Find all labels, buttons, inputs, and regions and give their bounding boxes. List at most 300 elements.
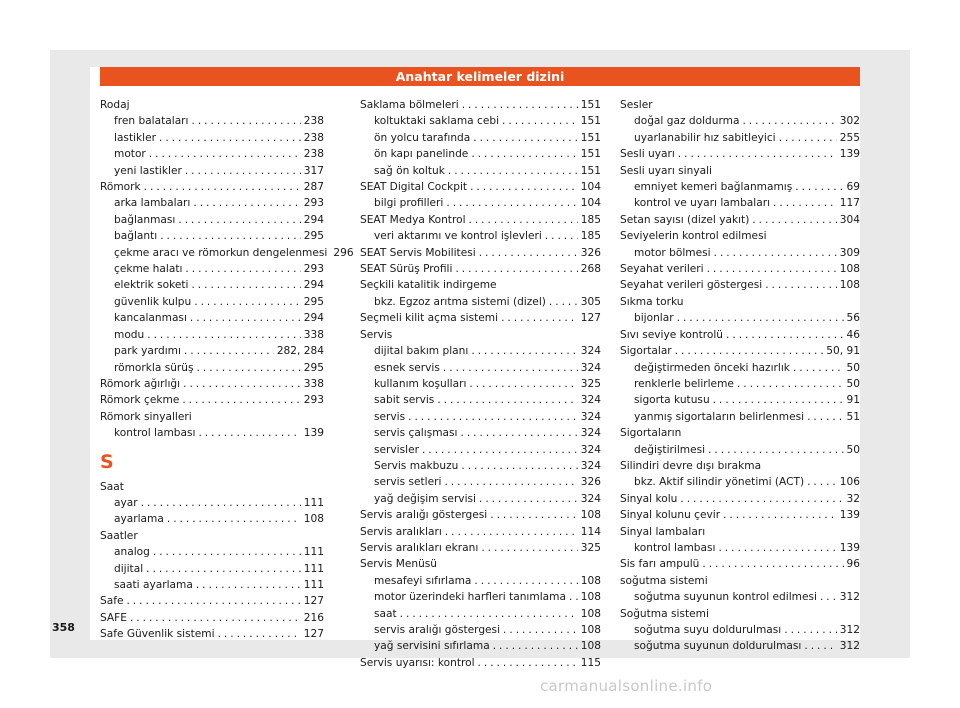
index-entry-text: SEAT Sürüş Profili [360, 263, 453, 276]
leader-dots [461, 425, 578, 441]
leader-dots [471, 146, 577, 162]
index-entry-text: saati ayarlama [114, 578, 193, 591]
index-page-ref: 238 [303, 115, 324, 128]
leader-dots [820, 589, 837, 605]
index-page-ref: 295 [303, 361, 324, 374]
index-entry-text: sağ ön koltuk [374, 164, 445, 177]
index-page-ref: 108 [839, 279, 860, 292]
leader-dots [478, 655, 578, 671]
index-entry [620, 327, 860, 343]
index-subentry [100, 113, 324, 129]
index-subentry [100, 146, 324, 162]
index-entry-text: SEAT Digital Cockpit [360, 181, 468, 194]
index-subentry [360, 113, 601, 129]
index-subentry [620, 392, 860, 408]
index-entry-text: fren balataları [114, 115, 189, 128]
index-subentry [360, 294, 601, 310]
index-subentry [360, 474, 601, 490]
index-page-ref: 111 [303, 496, 324, 509]
index-page-ref: 32 [846, 492, 860, 505]
index-entry-text: Sıvı seviye kontrolü [620, 328, 724, 341]
index-entry-text: soğutma sistemi [620, 574, 708, 587]
index-page-ref: 305 [580, 295, 601, 308]
index-entry [360, 310, 601, 326]
index-page-ref: 111 [303, 546, 324, 559]
leader-dots [437, 392, 577, 408]
index-entry-text: modu [114, 328, 145, 341]
index-page-ref: 185 [580, 230, 601, 243]
index-entry-text: Römork [100, 181, 141, 194]
index-subentry [100, 327, 324, 343]
index-page-ref: 325 [580, 541, 601, 554]
leader-dots [194, 294, 301, 310]
index-entry [620, 212, 860, 228]
index-entry-text: Seçmeli kilit açma sistemi [360, 312, 499, 325]
index-entry-text: yeni lastikler [114, 164, 182, 177]
index-entry-text: kontrol lambası [114, 427, 196, 440]
leader-dots [185, 163, 301, 179]
index-entry-text: Servis aralığı göstergesi [360, 509, 488, 522]
index-page-ref: 151 [580, 148, 601, 161]
leader-dots [461, 458, 577, 474]
index-subentry [360, 195, 601, 211]
index-subentry [100, 310, 324, 326]
index-page-ref: 50 [846, 443, 860, 456]
index-entry [620, 556, 860, 572]
index-subentry [360, 130, 601, 146]
index-entry-text: Servis uyarısı: kontrol [360, 656, 475, 669]
index-entry-text: dijital bakım planı [374, 345, 469, 358]
index-entry [360, 524, 601, 540]
index-entry [100, 392, 324, 408]
index-entry-text: dijital [114, 562, 144, 575]
index-page-ref: 238 [303, 148, 324, 161]
leader-dots [408, 409, 578, 425]
leader-dots [807, 409, 843, 425]
index-page-ref: 326 [580, 246, 601, 259]
index-entry-text: değiştirmeden önceki hazırlık [634, 361, 790, 374]
leader-dots [191, 277, 300, 293]
leader-dots [196, 577, 301, 593]
index-entry-text: sigorta kutusu [634, 394, 710, 407]
index-entry-text: Römork sinyalleri [100, 410, 192, 423]
index-entry-text: soğutma suyunun kontrol edilmesi [634, 591, 817, 604]
index-subentry [360, 491, 601, 507]
index-page-ref: 108 [580, 640, 601, 653]
leader-dots [469, 376, 577, 392]
index-entry-text: Sinyal lambaları [620, 525, 706, 538]
leader-dots [183, 376, 301, 392]
index-page-ref: 294 [303, 312, 324, 325]
index-entry [620, 97, 860, 113]
index-entry-text: Servis makbuzu [374, 459, 459, 472]
index-page-ref: 324 [580, 443, 601, 456]
index-page-ref: 295 [303, 230, 324, 243]
index-entry [100, 626, 324, 642]
index-subentry [100, 245, 354, 261]
index-page-ref: 127 [580, 312, 601, 325]
index-entry [620, 343, 860, 359]
leader-dots [159, 130, 301, 146]
index-entry-text: Servis Menüsü [360, 558, 438, 571]
index-entry [360, 540, 601, 556]
index-subentry [100, 495, 324, 511]
leader-dots [481, 540, 577, 556]
index-entry [620, 294, 860, 310]
leader-dots [702, 556, 843, 572]
index-page-ref: 294 [303, 213, 324, 226]
watermark: carmanualsonline.info [540, 677, 713, 695]
index-entry-text: uyarlanabilir hız sabitleyici [634, 131, 776, 144]
leader-dots [677, 310, 844, 326]
index-entry [100, 97, 324, 113]
index-subentry [100, 228, 324, 244]
leader-dots [718, 540, 836, 556]
index-page-ref: 302 [839, 115, 860, 128]
leader-dots [126, 593, 300, 609]
index-entry-text: römorkla sürüş [114, 361, 194, 374]
index-entry-text: Seçkili katalitik indirgeme [360, 279, 497, 292]
index-entry-text: Römork ağırlığı [100, 377, 181, 390]
leader-dots [153, 544, 301, 560]
index-subentry [100, 294, 324, 310]
index-entry-text: servis çalışması [374, 427, 458, 440]
index-page-ref: 296 [333, 246, 354, 259]
index-entry [620, 163, 860, 179]
leader-dots [726, 327, 843, 343]
index-subentry [100, 277, 324, 293]
leader-dots [184, 343, 274, 359]
leader-dots [479, 491, 578, 507]
index-subentry [100, 343, 324, 359]
index-page-ref: 51 [846, 410, 860, 423]
index-page-ref: 324 [580, 361, 601, 374]
index-entry-text: Silindiri devre dışı bırakma [620, 459, 762, 472]
index-entry [360, 507, 601, 523]
index-entry-text: güvenlik kulpu [114, 295, 192, 308]
index-entry-text: Sinyal kolu [620, 492, 678, 505]
leader-dots [502, 113, 578, 129]
index-subentry [100, 195, 324, 211]
index-entry-text: servisler [374, 443, 419, 456]
index-entry-text: Safe [100, 595, 124, 608]
index-page-ref: 324 [580, 492, 601, 505]
index-page-ref: 108 [580, 607, 601, 620]
leader-dots [185, 261, 300, 277]
index-subentry [360, 228, 601, 244]
index-subentry [620, 376, 860, 392]
leader-dots [141, 495, 301, 511]
leader-dots [146, 561, 301, 577]
index-page-ref: 282, 284 [276, 345, 324, 358]
index-column-1 [100, 97, 354, 643]
index-subentry [620, 113, 860, 129]
leader-dots [471, 343, 577, 359]
index-page-ref: 268 [580, 263, 601, 276]
leader-dots [793, 360, 844, 376]
index-subentry [620, 540, 860, 556]
index-page-ref: 108 [839, 263, 860, 276]
index-entry-text: soğutma suyu doldurulması [634, 624, 782, 636]
index-entry [620, 228, 860, 244]
index-subentry [360, 638, 601, 654]
index-entry-text: servis aralığı göstergesi [374, 624, 501, 636]
index-entry-text: ayarlama [114, 513, 164, 526]
index-entry-text: soğutma suyunun doldurulması [634, 640, 802, 653]
index-page-ref: 255 [839, 131, 860, 144]
leader-dots [448, 163, 578, 179]
index-entry-text: kullanım koşulları [374, 377, 467, 390]
index-entry-text: motor [114, 148, 146, 161]
index-page-ref: 108 [580, 591, 601, 604]
index-entry-text: bağlantı [114, 230, 158, 243]
leader-dots [218, 626, 301, 642]
index-subentry [620, 245, 860, 261]
index-subentry [100, 561, 324, 577]
leader-dots [752, 212, 836, 228]
index-page-ref: 151 [580, 131, 601, 144]
leader-dots [713, 392, 844, 408]
index-subentry [360, 458, 601, 474]
leader-dots [501, 310, 578, 326]
leader-dots [130, 610, 301, 626]
index-entry-text: motor üzerindeki harfleri tanımlama [374, 591, 566, 604]
index-page-ref: 151 [580, 99, 601, 111]
index-page-ref: 338 [303, 328, 324, 341]
index-entry [360, 179, 601, 195]
index-subentry [360, 589, 601, 605]
index-subentry [360, 573, 601, 589]
index-page-ref: 304 [839, 213, 860, 226]
index-entry [620, 507, 860, 523]
index-page-ref: 127 [303, 628, 324, 641]
index-entry [620, 261, 860, 277]
index-page-ref: 111 [303, 578, 324, 591]
leader-dots [493, 638, 578, 654]
index-entry-text: Sesler [620, 99, 653, 111]
leader-dots [675, 343, 824, 359]
leader-dots [569, 589, 578, 605]
leader-dots [773, 195, 837, 211]
leader-dots [723, 507, 837, 523]
index-page-ref: 185 [580, 213, 601, 226]
index-entry-text: SEAT Medya Kontrol [360, 213, 466, 226]
index-entry-text: Safe Güvenlik sistemi [100, 628, 215, 641]
index-entry-text: bilgi profilleri [374, 197, 444, 210]
index-page-ref: 338 [303, 377, 324, 390]
leader-dots [490, 507, 578, 523]
index-subentry [100, 212, 324, 228]
index-entry-text: yağ servisini sıfırlama [374, 640, 490, 653]
index-entry-text: Sesli uyarı sinyali [620, 164, 712, 177]
leader-dots [455, 261, 577, 277]
leader-dots [545, 228, 578, 244]
index-page-ref: 104 [580, 181, 601, 194]
index-page-ref: 91 [846, 394, 860, 407]
index-page-ref: 293 [303, 263, 324, 276]
index-entry-text: sabit servis [374, 394, 435, 407]
index-page-ref: 326 [580, 476, 601, 489]
index-entry-text: Römork çekme [100, 394, 180, 407]
index-page-ref: 312 [839, 624, 860, 636]
index-page-ref: 139 [303, 427, 324, 440]
leader-dots [714, 245, 837, 261]
index-subentry [100, 544, 324, 560]
leader-dots [479, 245, 578, 261]
leader-dots [779, 130, 837, 146]
index-page-ref: 106 [839, 476, 860, 489]
index-entry-text: Seviyelerin kontrol edilmesi [620, 230, 767, 243]
index-entry-text: bkz. Egzoz arıtma sistemi (dizel) [374, 295, 546, 308]
index-entry [100, 409, 324, 425]
index-page-ref: 69 [846, 181, 860, 194]
index-entry [100, 610, 324, 626]
index-entry-text: elektrik soketi [114, 279, 189, 292]
index-entry [620, 277, 860, 293]
leader-dots [708, 442, 843, 458]
index-entry-text: Sıkma torku [620, 295, 684, 308]
leader-dots [742, 113, 836, 129]
leader-dots [191, 113, 300, 129]
index-page-ref: 295 [303, 295, 324, 308]
index-page-ref: 324 [580, 410, 601, 423]
leader-dots [795, 179, 843, 195]
page-number: 358 [52, 621, 75, 634]
leader-dots [167, 511, 301, 527]
leader-dots [737, 376, 844, 392]
index-entry [620, 491, 860, 507]
index-entry-text: bijonlar [634, 312, 674, 325]
leader-dots [422, 442, 578, 458]
index-subentry [360, 343, 601, 359]
leader-dots [503, 622, 578, 638]
index-page-ref: 151 [580, 115, 601, 128]
leader-dots [680, 491, 843, 507]
index-entry-text: Servis aralıkları [360, 525, 442, 538]
leader-dots [804, 638, 836, 654]
index-entry-text: park yardımı [114, 345, 181, 358]
index-entry-text: motor bölmesi [634, 246, 711, 259]
index-column-3 [620, 97, 860, 655]
index-entry-text: Sigortaların [620, 427, 682, 440]
leader-dots [190, 310, 301, 326]
leader-dots [147, 327, 301, 343]
index-entry-text: esnek servis [374, 361, 440, 374]
index-subentry [100, 511, 324, 527]
index-entry-text: kancalanması [114, 312, 187, 325]
index-entry-text: Soğutma sistemi [620, 607, 709, 620]
index-entry-text: koltuktaki saklama cebi [374, 115, 500, 128]
index-entry [620, 524, 860, 540]
index-subentry [620, 360, 860, 376]
index-entry [620, 458, 860, 474]
index-entry [100, 479, 324, 495]
index-page-ref: 294 [303, 279, 324, 292]
leader-dots [400, 606, 578, 622]
leader-dots [182, 392, 300, 408]
index-entry-text: servis [374, 410, 406, 423]
index-subentry [100, 261, 324, 277]
index-subentry [360, 622, 601, 638]
index-page-ref: 139 [839, 148, 860, 161]
leader-dots [444, 474, 577, 490]
index-subentry [360, 376, 601, 392]
index-entry-text: veri aktarımı ve kontrol işlevleri [374, 230, 542, 243]
leader-dots [445, 524, 578, 540]
index-entry [620, 573, 860, 589]
index-page-ref: 108 [580, 509, 601, 522]
index-subentry [620, 179, 860, 195]
index-entry-text: mesafeyi sıfırlama [374, 574, 472, 587]
index-page-ref: 114 [580, 525, 601, 538]
index-page-ref: 56 [846, 312, 860, 325]
index-entry-text: çekme halatı [114, 263, 183, 276]
index-entry-text: Saat [100, 480, 124, 493]
index-entry-text: Servis aralıkları ekranı [360, 541, 479, 554]
index-entry-text: ayar [114, 496, 138, 509]
index-page-ref: 139 [839, 509, 860, 522]
index-entry-text: çekme aracı ve römorkun dengelenmesi [114, 246, 328, 259]
index-page-ref: 287 [303, 181, 324, 194]
index-page-ref: 96 [846, 558, 860, 571]
index-entry-text: Saklama bölmeleri [360, 99, 459, 111]
leader-dots [160, 228, 301, 244]
index-entry-text: bağlanması [114, 213, 176, 226]
index-subentry [360, 360, 601, 376]
leader-dots [474, 573, 577, 589]
index-page-ref: 108 [580, 574, 601, 587]
index-subentry [100, 577, 324, 593]
index-page-ref: 324 [580, 459, 601, 472]
index-subentry [360, 425, 601, 441]
index-page-ref: 111 [303, 562, 324, 575]
index-entry-text: Sigortalar [620, 345, 672, 358]
index-entry [360, 261, 601, 277]
index-entry-text: Sis farı ampulü [620, 558, 700, 571]
index-entry-text: renklerle belirleme [634, 377, 734, 390]
index-entry-text: SEAT Servis Mobilitesi [360, 246, 476, 259]
index-subentry [100, 425, 324, 441]
index-entry-text: analog [114, 546, 150, 559]
index-entry [360, 212, 601, 228]
leader-dots [473, 130, 578, 146]
index-page-ref: 50, 91 [826, 345, 860, 358]
index-page-ref: 324 [580, 427, 601, 440]
index-subentry [620, 474, 860, 490]
index-entry-text: emniyet kemeri bağlanmamış [634, 181, 793, 194]
leader-dots [144, 179, 301, 195]
leader-dots [807, 474, 837, 490]
index-page-ref: 309 [839, 246, 860, 259]
index-entry [100, 376, 324, 392]
index-entry [360, 97, 601, 113]
index-entry [620, 606, 860, 622]
index-entry-text: doğal gaz doldurma [634, 115, 740, 128]
index-page-ref: 127 [303, 595, 324, 608]
index-entry-text: saat [374, 607, 397, 620]
index-entry-text: yanmış sigortaların belirlenmesi [634, 410, 805, 423]
index-entry-text: Saatler [100, 529, 138, 542]
index-subentry [620, 622, 860, 638]
leader-dots [678, 146, 837, 162]
index-entry-text: yağ değişim servisi [374, 492, 476, 505]
index-entry-text: Sinyal kolunu çevir [620, 509, 721, 522]
index-page-ref: 293 [303, 394, 324, 407]
index-subentry [360, 163, 601, 179]
index-page-ref: 325 [580, 377, 601, 390]
index-entry [360, 655, 601, 671]
index-entry-text: Servis [360, 328, 393, 341]
